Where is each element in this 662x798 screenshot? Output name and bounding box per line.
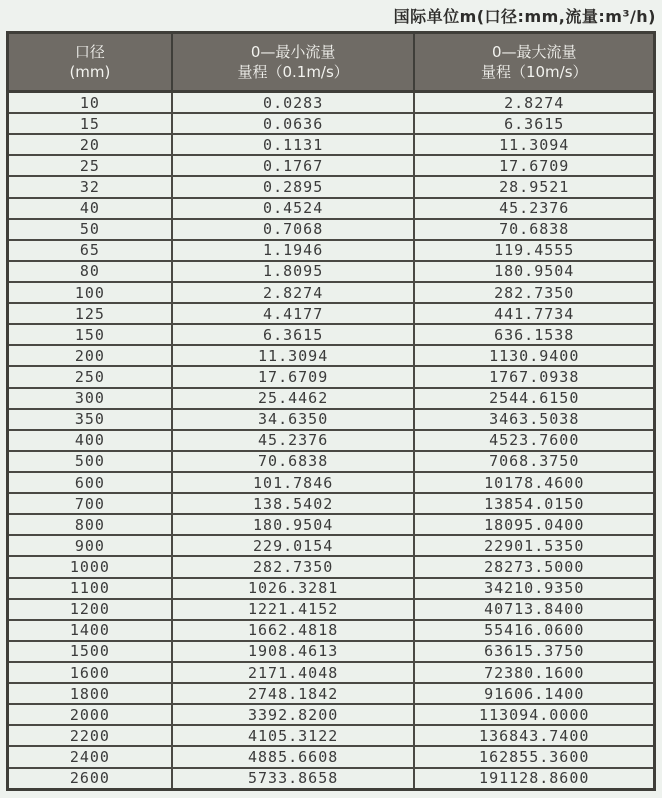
diameter-cell: 500 [8,451,172,472]
min-flow-cell: 0.0636 [172,113,415,134]
max-flow-cell: 1767.0938 [414,366,654,387]
diameter-cell: 400 [8,430,172,451]
min-flow-cell: 3392.8200 [172,704,415,725]
max-flow-cell: 18095.0400 [414,514,654,535]
table-row [8,113,655,134]
min-flow-cell: 4.4177 [172,303,415,324]
min-flow-cell: 25.4462 [172,388,415,409]
diameter-cell: 2200 [8,725,172,746]
table-row [8,578,655,599]
table-row [8,261,655,282]
table-row [8,451,655,472]
table-row [8,430,655,451]
diameter-cell: 100 [8,282,172,303]
diameter-cell: 1600 [8,662,172,683]
table-row [8,514,655,535]
diameter-cell: 2000 [8,704,172,725]
table-header [8,33,655,92]
table-row [8,324,655,345]
min-flow-cell: 0.2895 [172,176,415,197]
min-flow-cell: 1026.3281 [172,578,415,599]
table-row [8,599,655,620]
flow-range-table-container [6,31,656,791]
max-flow-cell: 40713.8400 [414,599,654,620]
table-row [8,219,655,240]
header-row [8,33,655,92]
min-flow-cell: 0.0283 [172,92,415,114]
diameter-cell: 50 [8,219,172,240]
table-row [8,535,655,556]
min-flow-cell: 4105.3122 [172,725,415,746]
max-flow-cell: 13854.0150 [414,493,654,514]
max-flow-cell: 10178.4600 [414,472,654,493]
min-flow-cell: 34.6350 [172,409,415,430]
min-flow-cell: 1221.4152 [172,599,415,620]
table-row [8,472,655,493]
min-flow-cell: 45.2376 [172,430,415,451]
max-flow-cell: 3463.5038 [414,409,654,430]
diameter-cell: 1800 [8,683,172,704]
max-flow-cell: 6.3615 [414,113,654,134]
min-flow-cell: 0.4524 [172,198,415,219]
title-bar [0,0,656,30]
max-flow-cell: 282.7350 [414,282,654,303]
max-flow-cell: 113094.0000 [414,704,654,725]
max-flow-cell: 28273.5000 [414,556,654,577]
table-row [8,345,655,366]
table-row [8,155,655,176]
max-flow-cell: 2.8274 [414,92,654,114]
min-flow-cell: 11.3094 [172,345,415,366]
table-row [8,409,655,430]
max-flow-cell: 72380.1600 [414,662,654,683]
table-row [8,366,655,387]
min-flow-cell: 1.1946 [172,240,415,261]
diameter-cell: 300 [8,388,172,409]
max-flow-cell: 2544.6150 [414,388,654,409]
min-flow-cell: 282.7350 [172,556,415,577]
max-flow-cell: 7068.3750 [414,451,654,472]
max-flow-cell: 34210.9350 [414,578,654,599]
table-row [8,556,655,577]
min-flow-cell: 70.6838 [172,451,415,472]
table-row [8,92,655,114]
table-row [8,134,655,155]
max-flow-cell: 17.6709 [414,155,654,176]
column-header-line: 0—最小流量 [250,42,336,61]
table-row [8,683,655,704]
diameter-cell: 1000 [8,556,172,577]
max-flow-cell: 636.1538 [414,324,654,345]
max-flow-cell: 1130.9400 [414,345,654,366]
max-flow-cell: 136843.7400 [414,725,654,746]
page-title: 国际单位m(口径:mm,流量:m³/h) [393,6,656,26]
table-row [8,725,655,746]
column-header-diameter [8,33,172,92]
min-flow-cell: 0.1767 [172,155,415,176]
max-flow-cell: 55416.0600 [414,620,654,641]
diameter-cell: 25 [8,155,172,176]
column-header-max-flow [414,33,654,92]
diameter-cell: 2400 [8,746,172,767]
max-flow-cell: 191128.8600 [414,768,654,790]
max-flow-cell: 441.7734 [414,303,654,324]
max-flow-cell: 4523.7600 [414,430,654,451]
diameter-cell: 125 [8,303,172,324]
max-flow-cell: 28.9521 [414,176,654,197]
table-row [8,198,655,219]
column-header-line: 口径 [74,42,105,61]
diameter-cell: 700 [8,493,172,514]
max-flow-cell: 70.6838 [414,219,654,240]
diameter-cell: 15 [8,113,172,134]
max-flow-cell: 45.2376 [414,198,654,219]
diameter-cell: 250 [8,366,172,387]
diameter-cell: 10 [8,92,172,114]
table-row [8,388,655,409]
diameter-cell: 900 [8,535,172,556]
diameter-cell: 800 [8,514,172,535]
diameter-cell: 200 [8,345,172,366]
column-header-line: 0—最大流量 [491,42,577,61]
table-row [8,282,655,303]
min-flow-cell: 101.7846 [172,472,415,493]
table-row [8,662,655,683]
diameter-cell: 1100 [8,578,172,599]
column-header-line: 量程（10m/s） [480,63,588,81]
diameter-cell: 1500 [8,641,172,662]
max-flow-cell: 180.9504 [414,261,654,282]
flow-range-table [6,31,656,791]
min-flow-cell: 6.3615 [172,324,415,345]
min-flow-cell: 138.5402 [172,493,415,514]
min-flow-cell: 2171.4048 [172,662,415,683]
table-row [8,240,655,261]
table-row [8,704,655,725]
max-flow-cell: 63615.3750 [414,641,654,662]
max-flow-cell: 22901.5350 [414,535,654,556]
min-flow-cell: 1.8095 [172,261,415,282]
min-flow-cell: 17.6709 [172,366,415,387]
min-flow-cell: 1662.4818 [172,620,415,641]
max-flow-cell: 162855.3600 [414,746,654,767]
diameter-cell: 20 [8,134,172,155]
diameter-cell: 600 [8,472,172,493]
table-row [8,641,655,662]
diameter-cell: 80 [8,261,172,282]
min-flow-cell: 229.0154 [172,535,415,556]
min-flow-cell: 180.9504 [172,514,415,535]
diameter-cell: 350 [8,409,172,430]
table-row [8,620,655,641]
diameter-cell: 65 [8,240,172,261]
table-row [8,176,655,197]
min-flow-cell: 4885.6608 [172,746,415,767]
min-flow-cell: 2.8274 [172,282,415,303]
diameter-cell: 32 [8,176,172,197]
column-header-min-flow [172,33,415,92]
max-flow-cell: 11.3094 [414,134,654,155]
table-body [8,92,655,790]
min-flow-cell: 1908.4613 [172,641,415,662]
diameter-cell: 150 [8,324,172,345]
diameter-cell: 40 [8,198,172,219]
max-flow-cell: 91606.1400 [414,683,654,704]
column-header-line: (mm) [69,63,111,81]
min-flow-cell: 0.7068 [172,219,415,240]
table-row [8,493,655,514]
table-row [8,768,655,790]
table-row [8,303,655,324]
diameter-cell: 1400 [8,620,172,641]
diameter-cell: 1200 [8,599,172,620]
column-header-line: 量程（0.1m/s） [237,63,349,81]
min-flow-cell: 2748.1842 [172,683,415,704]
table-row [8,746,655,767]
min-flow-cell: 5733.8658 [172,768,415,790]
min-flow-cell: 0.1131 [172,134,415,155]
diameter-cell: 2600 [8,768,172,790]
max-flow-cell: 119.4555 [414,240,654,261]
